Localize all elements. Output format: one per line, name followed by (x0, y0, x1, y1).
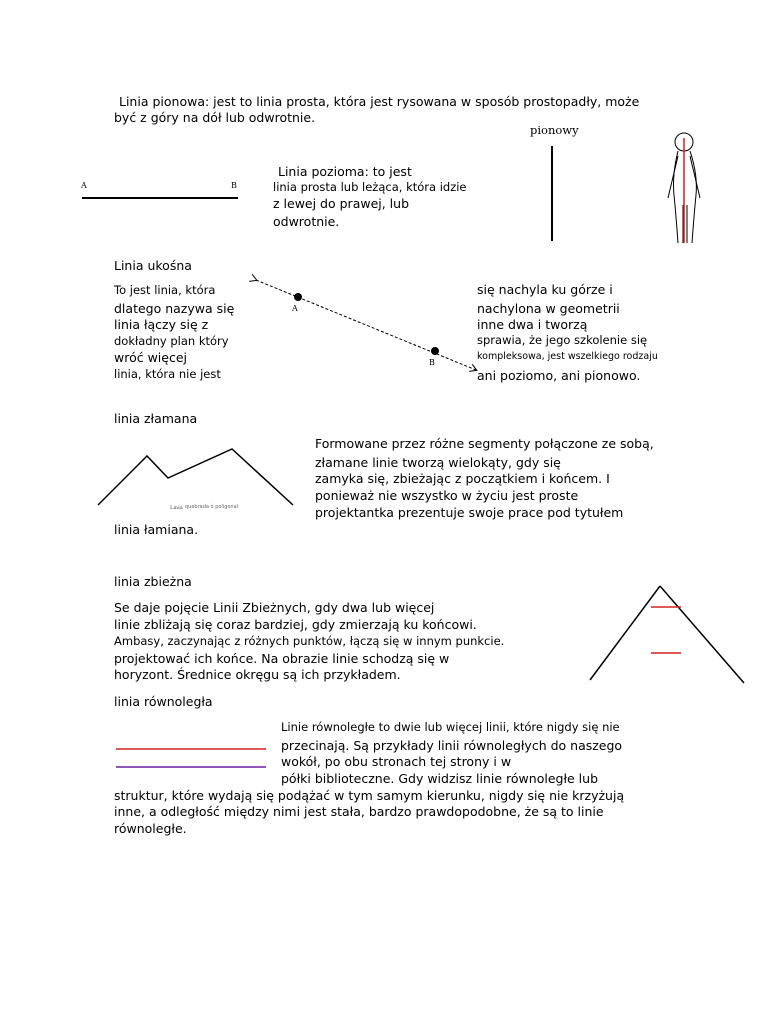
broken-figure-caption-a: Linia (170, 505, 183, 511)
convergent-text-line4: projektować ich końce. Na obrazie linie schodzą się w (114, 651, 450, 666)
convergent-text-line1: Se daje pojęcie Linii Zbieżnych, gdy dwa lub więcej (114, 600, 435, 615)
broken-text-line2: złamane linie tworzą wielokąty, gdy się (315, 455, 561, 470)
parallel-text-line7: równoległe. (114, 821, 187, 836)
parallel-heading: linia równoległa (114, 694, 213, 709)
stick-figure-illustration (668, 133, 700, 243)
diagonal-heading: Linia ukośna (114, 258, 192, 273)
diagonal-right-line4: sprawia, że jego szkolenie się (477, 333, 648, 347)
convergent-text-line3: Ambasy, zaczynając z różnych punktów, łączą się w innym punkcie. (114, 634, 505, 648)
horizontal-point-b-label: B (231, 181, 237, 190)
diagonal-right-line6: ani poziomo, ani pionowo. (477, 368, 641, 383)
diagonal-right-line2: nachylona w geometrii (477, 301, 620, 316)
diagonal-right-line1: się nachyla ku górze i (477, 282, 613, 297)
vertical-text-line1: Linia pionowa: jest to linia prosta, która jest rysowana w sposób prostopadły, może (119, 94, 640, 109)
broken-line-figure (98, 449, 293, 505)
diagonal-left-line5: wróć więcej (114, 350, 188, 365)
diagonal-point-b (431, 347, 439, 355)
broken-text-line3: zamyka się, zbieżając z początkiem i końcem. I (315, 471, 610, 486)
diagonal-left-line2: dlatego nazywa się (114, 301, 235, 316)
broken-text-line5: projektantka prezentuje swoje prace pod tytułem (315, 505, 624, 520)
broken-text-after: linia łamiana. (114, 522, 199, 537)
broken-text-line4: ponieważ nie wszystko w życiu jest proste (315, 488, 579, 503)
broken-text-line1: Formowane przez różne segmenty połączone ze sobą, (315, 436, 654, 451)
vertical-text-line2: być z góry na dół lub odwrotnie. (114, 110, 316, 125)
horizontal-text-line1: Linia pozioma: to jest (278, 164, 412, 179)
diagonal-right-line3: inne dwa i tworzą (477, 317, 588, 332)
parallel-text-line1: Linie równoległe to dwie lub więcej linii, które nigdy się nie (281, 720, 620, 734)
parallel-text-line4: półki biblioteczne. Gdy widzisz linie równoległe lub (281, 771, 598, 786)
convergent-heading: linia zbieżna (114, 574, 192, 589)
broken-figure-caption-b: quebrada ó poligonal (185, 504, 239, 510)
diagonal-left-line4: dokładny plan który (114, 334, 229, 348)
diagonal-point-a-label: A (292, 304, 298, 313)
parallel-text-line2: przecinają. Są przykłady linii równoległych do naszego (281, 738, 623, 753)
diagonal-left-line6: linia, która nie jest (114, 367, 221, 381)
horizontal-point-a-label: A (81, 181, 87, 190)
horizontal-text-line4: odwrotnie. (273, 214, 340, 229)
diagonal-point-b-label: B (429, 358, 435, 367)
diagonal-line-figure (256, 280, 476, 370)
parallel-text-line6: inne, a odległość między nimi jest stała, bardzo prawdopodobne, że są to linie (114, 804, 604, 819)
diagonal-left-line1: To jest linia, która (114, 283, 216, 297)
parallel-text-line5: struktur, które wydają się podążać w tym samym kierunku, nigdy się nie krzyżują (114, 788, 625, 803)
diagonal-left-line3: linia łączy się z (114, 317, 209, 332)
diagonal-right-line5: kompleksowa, jest wszelkiego rodzaju (477, 351, 658, 362)
broken-heading: linia złamana (114, 411, 198, 426)
horizontal-text-line2: linia prosta lub leżąca, która idzie (273, 180, 467, 194)
horizontal-text-line3: z lewej do prawej, lub (273, 196, 410, 211)
convergent-text-line5: horyzont. Średnice okręgu są ich przykładem. (114, 667, 401, 682)
diagonal-point-a (294, 293, 302, 301)
convergent-text-line2: linie zbliżają się coraz bardziej, gdy zmierzają ku końcowi. (114, 617, 477, 632)
vertical-figure-label: pionowy (530, 123, 579, 137)
convergent-lines-figure (590, 586, 744, 683)
parallel-text-line3: wokół, po obu stronach tej strony i w (281, 754, 512, 769)
